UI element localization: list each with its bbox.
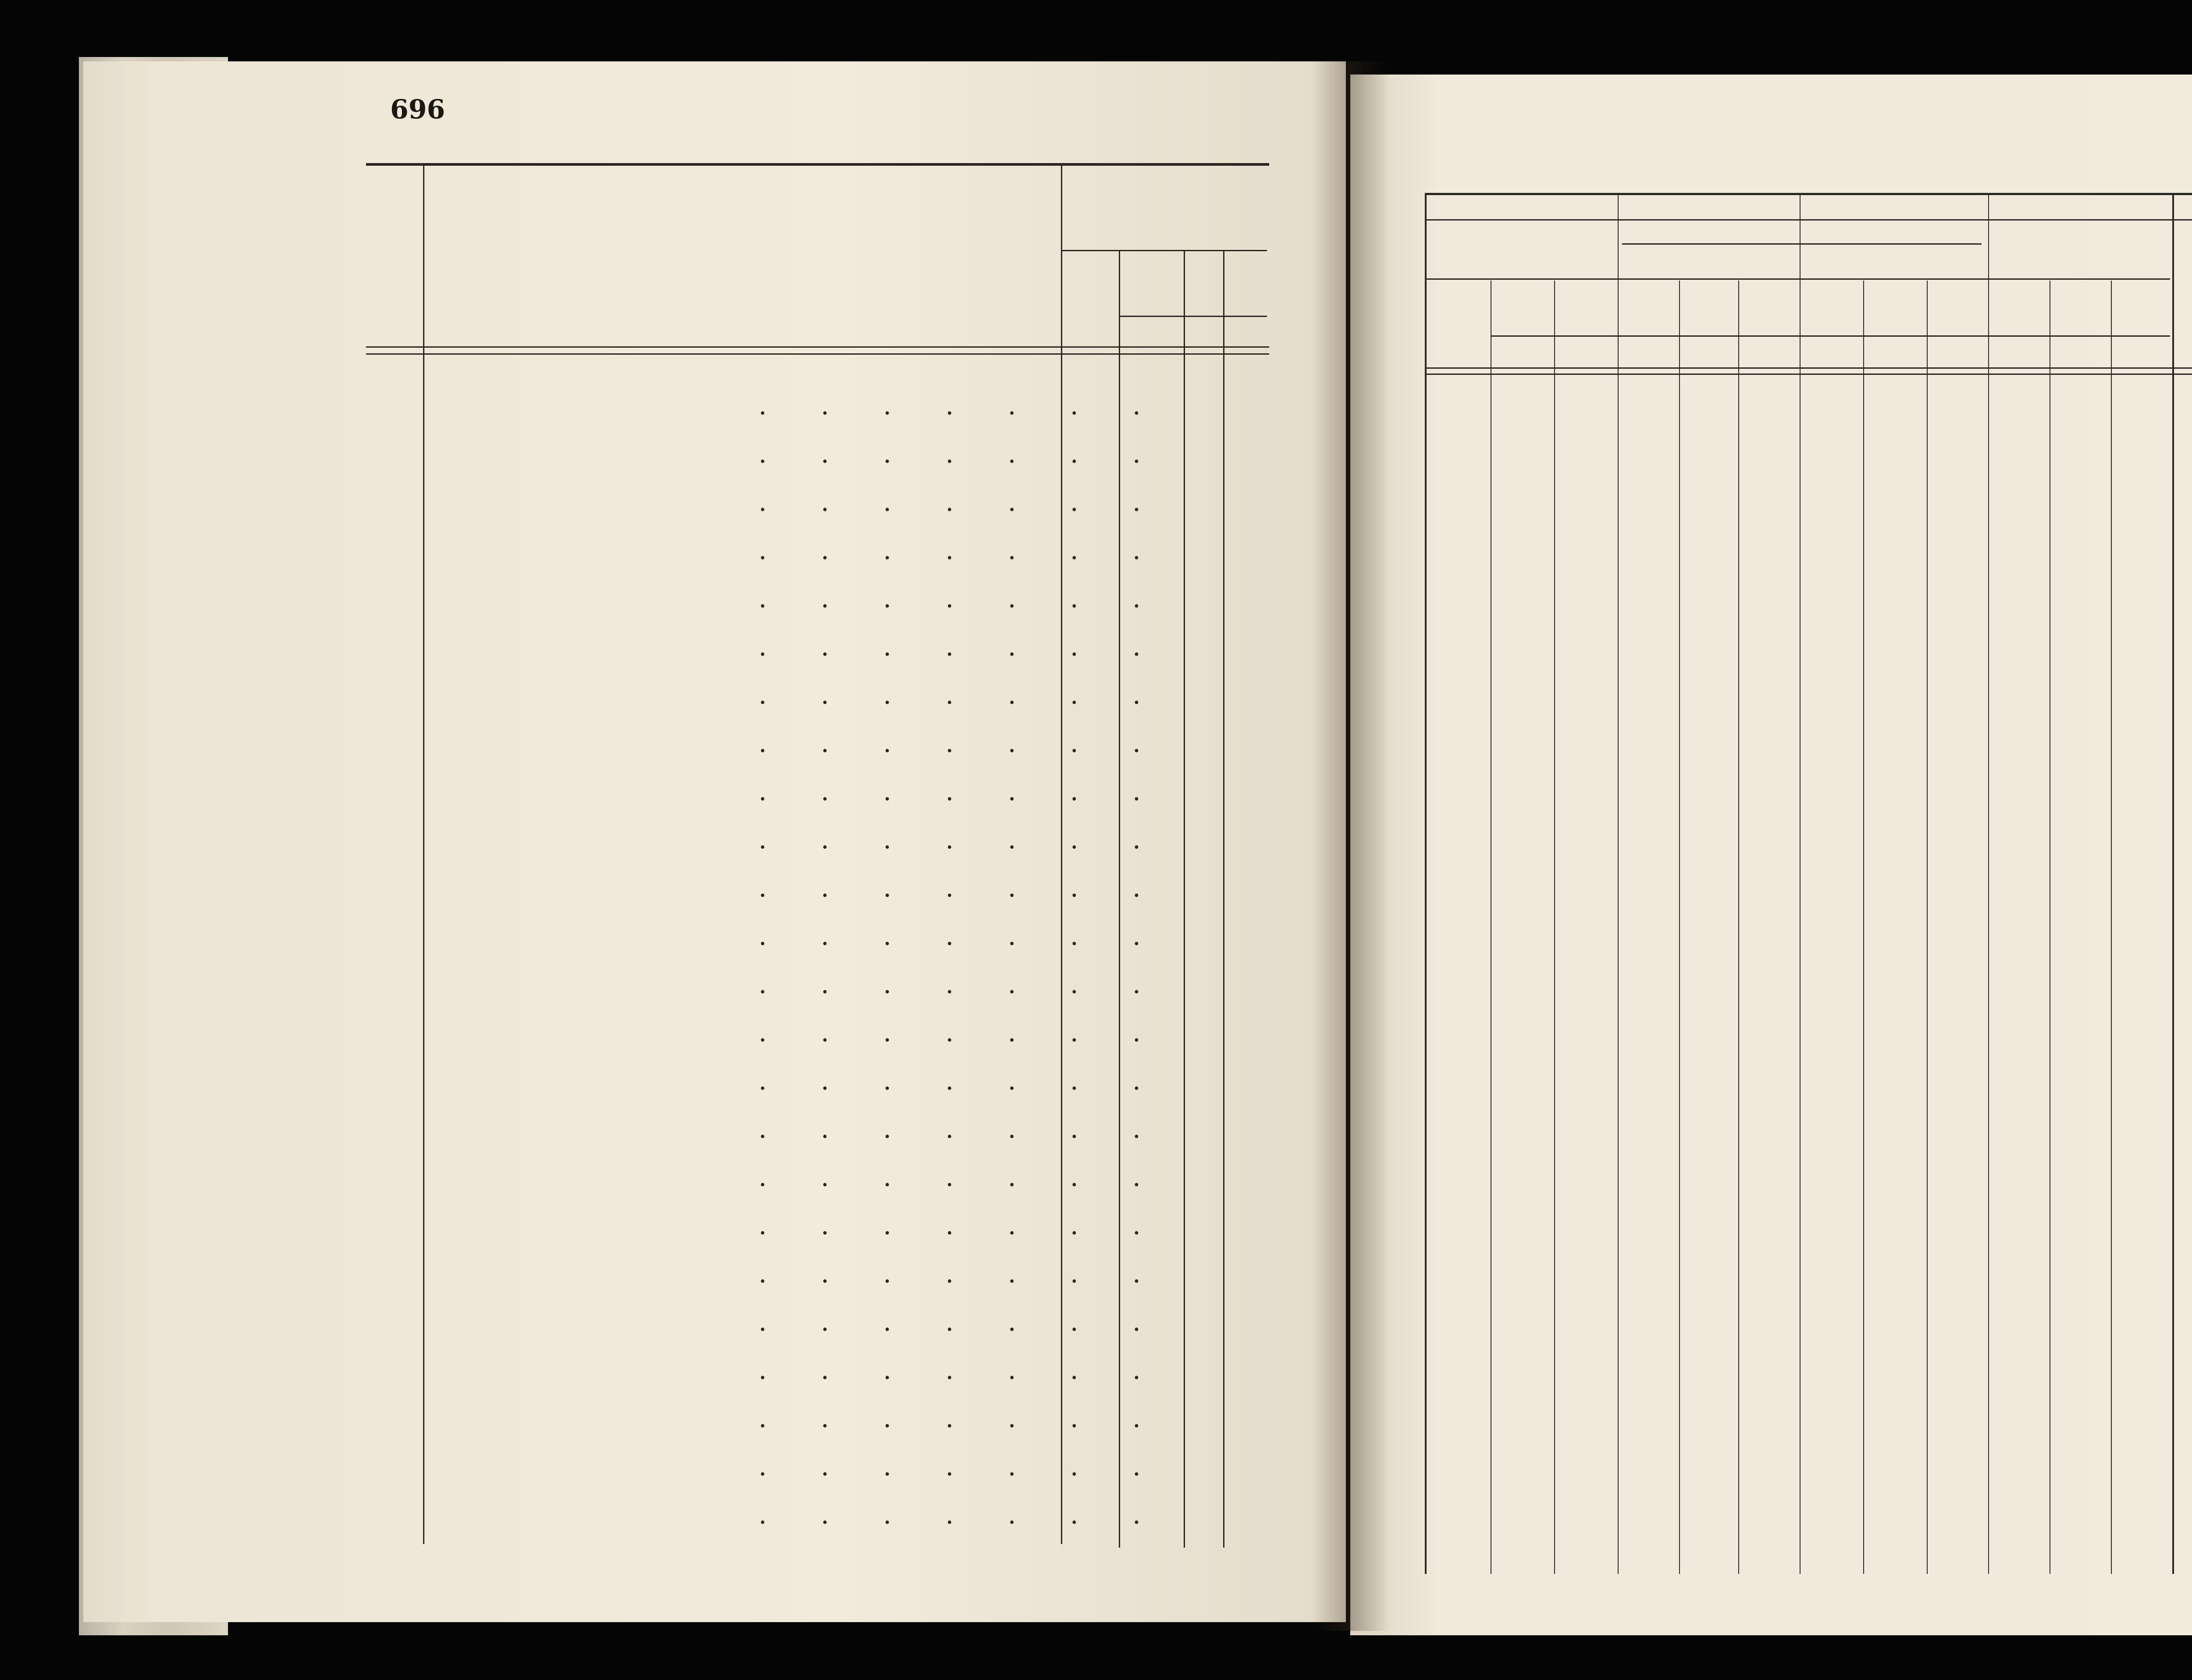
- leader-dots: . . . . . . .: [758, 438, 1164, 469]
- leader-dots: . . . . . . .: [758, 1258, 1164, 1289]
- table-top-rule: [1425, 193, 2192, 195]
- col-divider: [1554, 281, 1555, 1574]
- leader-dots: . . . . . . .: [758, 872, 1164, 903]
- leader-dots: . . . . . . .: [758, 631, 1164, 662]
- leader-dots: . . . . . . .: [758, 535, 1164, 566]
- col-divider: [1863, 281, 1864, 1574]
- col-divider: [1927, 281, 1928, 1574]
- header-bottom-rule-2: [366, 353, 1269, 355]
- col-divider: [2172, 193, 2174, 1574]
- col-divider: [2111, 281, 2112, 1574]
- leader-dots: . . . . . . .: [758, 1162, 1164, 1192]
- leader-dots: . . . . . . .: [758, 1355, 1164, 1385]
- hdr-rule: [1491, 335, 2170, 337]
- col-divider: [1223, 250, 1224, 1548]
- hdr-rule: [1622, 243, 1982, 245]
- right-page: [1350, 75, 2192, 1635]
- banner-rule: [1425, 219, 2192, 221]
- leader-dots: . . . . . . .: [758, 1306, 1164, 1337]
- leader-dots: . . . . . . .: [758, 921, 1164, 951]
- header-bottom-rule: [366, 346, 1269, 348]
- leader-dots: . . . . . . .: [758, 728, 1164, 758]
- col-divider: [1738, 281, 1739, 1574]
- col-divider: [1679, 281, 1680, 1574]
- leader-dots: . . . . . . .: [758, 487, 1164, 517]
- leader-dots: . . . . . . .: [758, 824, 1164, 855]
- leader-dots: . . . . . . .: [758, 1403, 1164, 1434]
- leader-dots: . . . . . . .: [758, 680, 1164, 710]
- col-divider: [1800, 193, 1801, 1574]
- col-divider: [1425, 193, 1427, 1574]
- page-number-left: 696: [390, 94, 445, 125]
- leader-dots: . . . . . . .: [758, 583, 1164, 614]
- col-divider: [1184, 250, 1185, 1548]
- hdr-rule: [1425, 278, 2170, 280]
- leader-dots: . . . . . . .: [758, 1499, 1164, 1530]
- header-rule: [1061, 250, 1267, 251]
- leader-dots: . . . . . . .: [758, 1017, 1164, 1048]
- col-divider: [1618, 193, 1619, 1574]
- header-bottom-rule: [1425, 367, 2192, 369]
- leader-dots: . . . . . . .: [758, 1114, 1164, 1144]
- leader-dots: . . . . . . .: [758, 390, 1164, 421]
- leader-dots: . . . . . . .: [758, 776, 1164, 807]
- col-divider: [1988, 193, 1989, 1574]
- leader-dots: . . . . . . .: [758, 1065, 1164, 1096]
- gutter-shadow: [1311, 61, 1390, 1631]
- leader-dots: . . . . . . .: [758, 1451, 1164, 1482]
- col-divider: [423, 163, 424, 1544]
- header-rule: [1119, 316, 1267, 317]
- leader-dots: . . . . . . .: [758, 1210, 1164, 1241]
- table-top-rule: [366, 163, 1269, 166]
- leader-dots: . . . . . . .: [758, 969, 1164, 1000]
- header-bottom-rule-2: [1425, 374, 2192, 375]
